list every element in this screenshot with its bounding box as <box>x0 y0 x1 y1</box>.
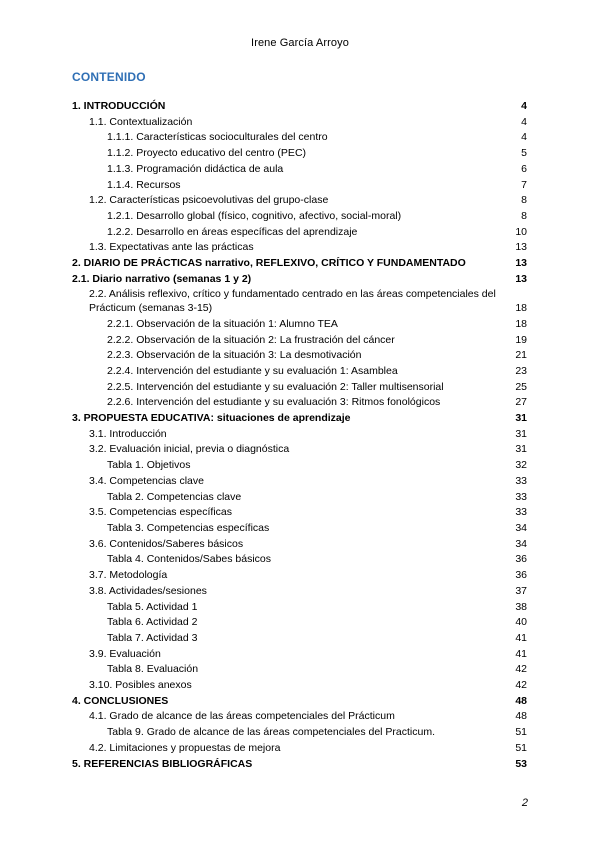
toc-entry-page: 34 <box>515 521 527 534</box>
toc-entry-title: 3.5. Competencias específicas <box>89 506 232 519</box>
toc-entry-page: 4 <box>521 115 527 128</box>
toc-entry-title: 1.2.2. Desarrollo en áreas específicas del aprendizaje <box>107 225 358 238</box>
toc-entry-title: 2.2.5. Intervención del estudiante y su evaluación 2: Taller multisensorial <box>107 380 444 393</box>
toc-entry[interactable] <box>72 317 527 333</box>
toc-entry-page: 33 <box>515 506 527 519</box>
toc-entry-title: 4. CONCLUSIONES <box>72 694 169 707</box>
toc-entry[interactable] <box>72 709 527 725</box>
toc-entry-page: 48 <box>515 710 527 723</box>
toc-entry[interactable] <box>72 240 527 256</box>
toc-entry-title: Tabla 8. Evaluación <box>107 663 199 676</box>
toc-entry[interactable] <box>72 99 527 115</box>
toc-entry-title: 3.7. Metodología <box>89 569 168 582</box>
toc-entry[interactable] <box>72 741 527 757</box>
toc-entry-title: 1.3. Expectativas ante las prácticas <box>89 241 254 254</box>
toc-entry[interactable] <box>72 178 527 194</box>
toc-entry-page: 36 <box>515 553 527 566</box>
toc-entry-page: 33 <box>515 474 527 487</box>
toc-entry-title: Tabla 9. Grado de alcance de las áreas competenciales del Practicum. <box>107 726 436 739</box>
toc-entry[interactable] <box>72 256 527 272</box>
toc-entry-title: 1.1.3. Programación didáctica de aula <box>107 162 284 175</box>
toc-entry[interactable] <box>72 615 527 631</box>
toc-entry[interactable] <box>72 115 527 131</box>
toc-entry-page: 32 <box>515 459 527 472</box>
toc-entry-title: 4.1. Grado de alcance de las áreas competenciales del Prácticum <box>89 710 395 723</box>
toc-entry-title: 1.1.4. Recursos <box>107 178 181 191</box>
toc-entry-title: 3.6. Contenidos/Saberes básicos <box>89 537 244 550</box>
toc-entry-title: 1.2.1. Desarrollo global (físico, cognitivo, afectivo, social-moral) <box>107 209 402 222</box>
toc-entry-title: 3.1. Introducción <box>89 427 167 440</box>
toc-entry[interactable] <box>72 678 527 694</box>
toc-entry-page: 19 <box>515 333 527 346</box>
toc-entry-title: 2.1. Diario narrativo (semanas 1 y 2) <box>72 272 252 285</box>
toc-entry[interactable] <box>72 348 527 364</box>
toc-entry[interactable] <box>72 490 527 506</box>
toc-entry-page: 6 <box>521 162 527 175</box>
toc-entry-page: 13 <box>515 257 527 270</box>
toc-entry[interactable] <box>72 146 527 162</box>
toc-entry-title: Tabla 2. Competencias clave <box>107 490 242 503</box>
toc-entry-title: Tabla 1. Objetivos <box>107 459 191 472</box>
toc-entry[interactable] <box>72 193 527 209</box>
toc-entry-page: 8 <box>521 209 527 222</box>
toc-entry[interactable] <box>72 537 527 553</box>
toc-entry-page: 7 <box>521 178 527 191</box>
toc-entry-title: 3.2. Evaluación inicial, previa o diagnóstica <box>89 443 290 456</box>
toc-entry-title: Tabla 3. Competencias específicas <box>107 521 270 534</box>
toc-entry[interactable] <box>72 162 527 178</box>
toc-entry-title: 2.2.6. Intervención del estudiante y su evaluación 3: Ritmos fonológicos <box>107 396 441 409</box>
toc-entry-title: 1.2. Características psicoevolutivas del grupo-clase <box>89 194 329 207</box>
toc-entry[interactable] <box>72 568 527 584</box>
toc-entry[interactable] <box>72 272 527 288</box>
toc-entry-page: 33 <box>515 490 527 503</box>
toc-entry-page: 41 <box>515 631 527 644</box>
toc-entry-title: 2. DIARIO DE PRÁCTICAS narrativo, REFLEXIVO, CRÍTICO Y FUNDAMENTADO <box>72 257 466 270</box>
toc-entry-title: 1.1.2. Proyecto educativo del centro (PEC) <box>107 147 307 160</box>
toc-entry[interactable] <box>72 647 527 663</box>
toc-entry[interactable] <box>72 600 527 616</box>
toc-entry[interactable] <box>72 694 527 710</box>
toc-title: CONTENIDO <box>72 70 146 84</box>
toc-entry-page: 5 <box>521 147 527 160</box>
toc-entry[interactable] <box>72 505 527 521</box>
toc-entry[interactable] <box>72 474 527 490</box>
toc-entry-title: Tabla 5. Actividad 1 <box>107 600 198 613</box>
toc-entry-title: 2.2.4. Intervención del estudiante y su evaluación 1: Asamblea <box>107 364 398 377</box>
toc-entry[interactable] <box>72 380 527 396</box>
toc-entry-page: 51 <box>515 741 527 754</box>
toc-entry-title: Tabla 7. Actividad 3 <box>107 631 198 644</box>
page-number: 2 <box>521 797 528 809</box>
toc-entry-page: 37 <box>515 584 527 597</box>
toc-entry-title: 5. REFERENCIAS BIBLIOGRÁFICAS <box>72 757 253 770</box>
toc-entry[interactable] <box>72 662 527 678</box>
toc-entry-page: 31 <box>515 427 527 440</box>
toc-entry-title: 2.2.1. Observación de la situación 1: Alumno TEA <box>107 317 338 330</box>
toc-entry-title: 4.2. Limitaciones y propuestas de mejora <box>89 741 281 754</box>
toc-entry-title: 2.2.2. Observación de la situación 2: La frustración del cáncer <box>107 333 395 346</box>
toc-entry-title: 1.1. Contextualización <box>89 115 193 128</box>
toc-entry[interactable] <box>72 458 527 474</box>
toc-entry-page: 51 <box>515 726 527 739</box>
table-of-contents <box>72 99 527 772</box>
toc-entry-page: 18 <box>515 302 527 315</box>
toc-entry-page: 42 <box>515 663 527 676</box>
toc-entry-title: 3.4. Competencias clave <box>89 474 204 487</box>
toc-entry[interactable] <box>72 442 527 458</box>
toc-entry[interactable] <box>72 287 527 316</box>
toc-entry[interactable] <box>72 757 527 773</box>
toc-entry-page: 34 <box>515 537 527 550</box>
toc-entry-page: 38 <box>515 600 527 613</box>
toc-entry-title: 2.2.3. Observación de la situación 3: La desmotivación <box>107 349 362 362</box>
toc-entry-title: 3. PROPUESTA EDUCATIVA: situaciones de aprendizaje <box>72 412 351 425</box>
toc-entry-page: 53 <box>515 757 527 770</box>
toc-entry-page: 4 <box>521 131 527 144</box>
toc-entry[interactable] <box>72 209 527 225</box>
toc-entry-page: 13 <box>515 241 527 254</box>
toc-entry-page: 21 <box>515 349 527 362</box>
toc-entry-page: 31 <box>515 412 527 425</box>
toc-entry[interactable] <box>72 427 527 443</box>
toc-entry-page: 18 <box>515 317 527 330</box>
toc-entry-page: 8 <box>521 194 527 207</box>
toc-entry[interactable] <box>72 411 527 427</box>
toc-entry-page: 23 <box>515 364 527 377</box>
toc-entry-page: 10 <box>515 225 527 238</box>
toc-entry-title: Tabla 6. Actividad 2 <box>107 616 198 629</box>
toc-entry-title: Tabla 4. Contenidos/Sabes básicos <box>107 553 272 566</box>
toc-entry-page: 4 <box>521 100 527 112</box>
toc-entry-title: 3.8. Actividades/sesiones <box>89 584 207 597</box>
toc-entry[interactable] <box>72 130 527 146</box>
toc-entry-page: 31 <box>515 443 527 456</box>
toc-entry-title: 1.1.1. Características socioculturales del centro <box>107 131 328 144</box>
toc-entry-page: 42 <box>515 679 527 692</box>
toc-entry-title: 3.10. Posibles anexos <box>89 679 192 692</box>
toc-entry-title: 3.9. Evaluación <box>89 647 161 660</box>
toc-entry[interactable] <box>72 364 527 380</box>
toc-entry[interactable] <box>72 725 527 741</box>
toc-entry[interactable] <box>72 225 527 241</box>
toc-entry[interactable] <box>72 333 527 349</box>
toc-entry-page: 48 <box>515 694 527 707</box>
toc-entry-page: 40 <box>515 616 527 629</box>
toc-entry[interactable] <box>72 395 527 411</box>
toc-entry[interactable] <box>72 521 527 537</box>
toc-entry[interactable] <box>72 584 527 600</box>
toc-entry[interactable] <box>72 552 527 568</box>
page-header-author: Irene García Arroyo <box>251 37 349 49</box>
toc-entry[interactable] <box>72 631 527 647</box>
toc-entry-page: 25 <box>515 380 527 393</box>
toc-entry-title: 1. INTRODUCCIÓN <box>72 100 166 112</box>
toc-entry-page: 13 <box>515 272 527 285</box>
toc-entry-page: 27 <box>515 396 527 409</box>
toc-entry-page: 41 <box>515 647 527 660</box>
toc-entry-page: 36 <box>515 569 527 582</box>
toc-entry-title: 2.2. Análisis reflexivo, crítico y fundamentado centrado en las áreas competenciales del Prácticum (semanas 3-15) <box>89 288 496 314</box>
